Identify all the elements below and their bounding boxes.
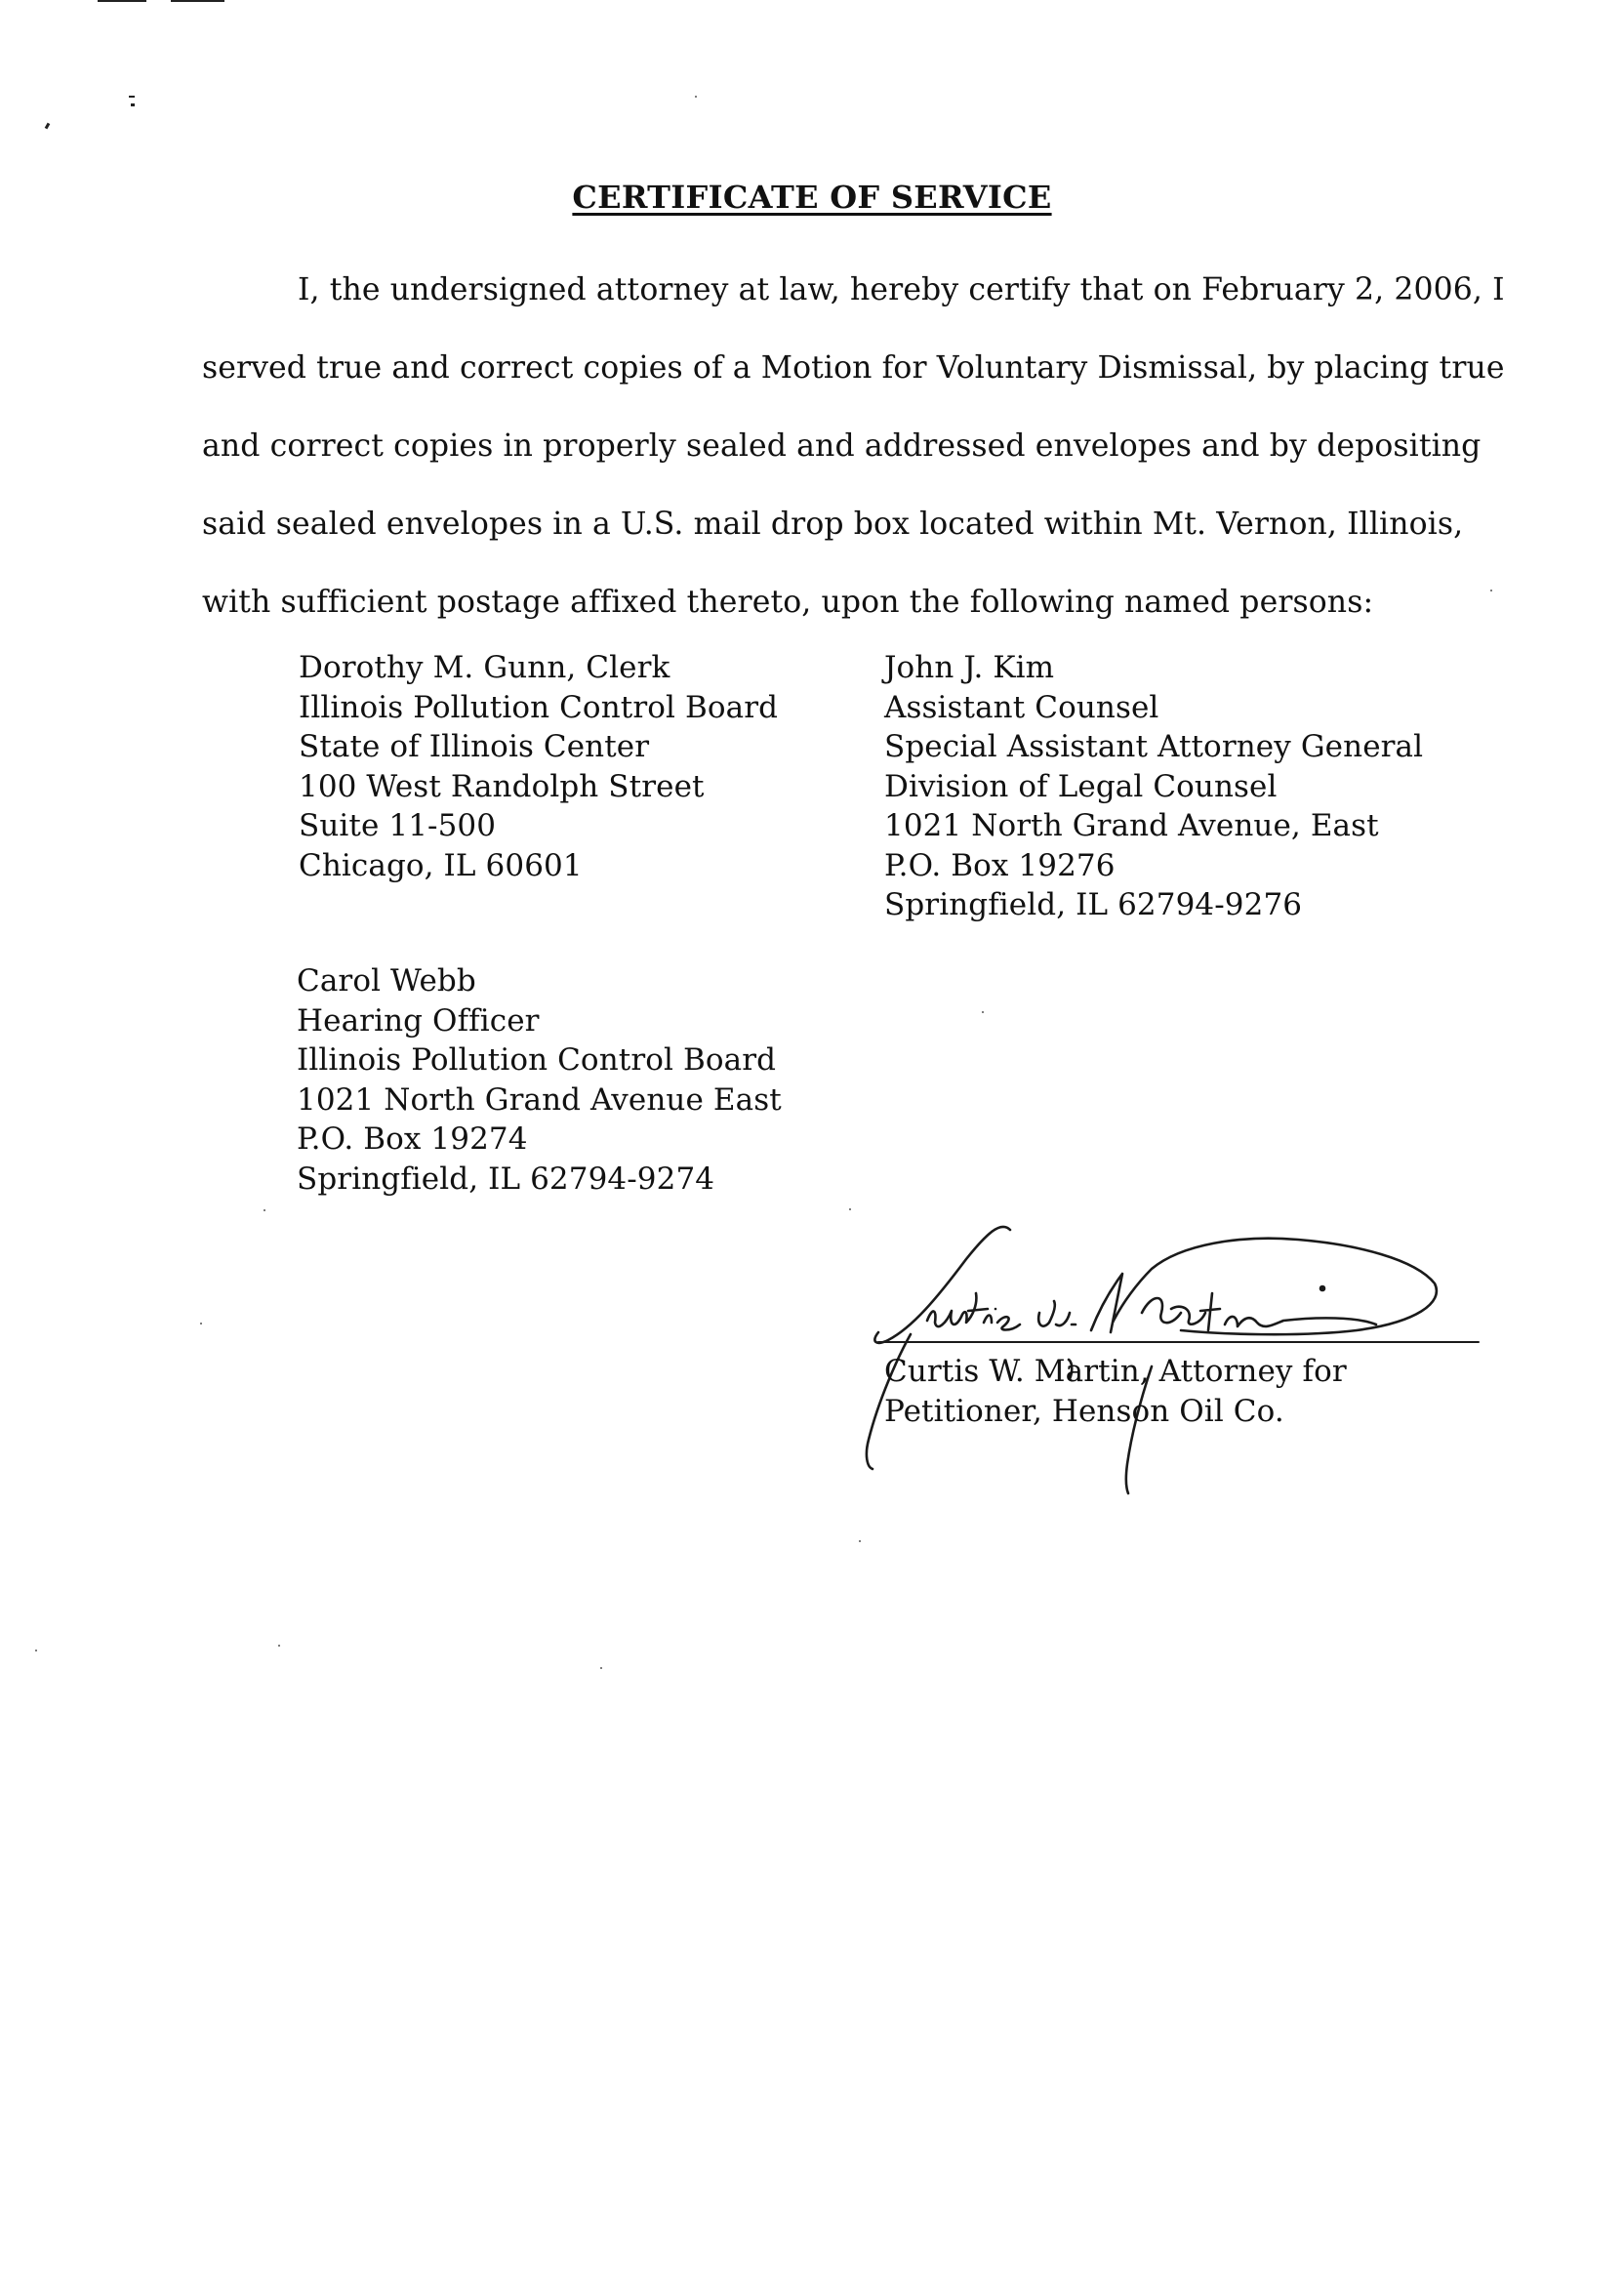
address-line: Suite 11-500	[299, 808, 497, 843]
signature-caption-line: Petitioner, Henson Oil Co.	[884, 1394, 1284, 1429]
certification-paragraph	[202, 251, 1505, 641]
speck	[264, 1209, 265, 1211]
speck	[1490, 590, 1492, 591]
address-line: State of Illinois Center	[299, 729, 650, 764]
paragraph-line: with sufficient postage affixed thereto, upon the following named persons:	[202, 585, 1374, 620]
address-line: Hearing Officer	[297, 1002, 540, 1039]
address-line: Illinois Pollution Control Board	[299, 689, 779, 725]
scan-mark	[45, 123, 51, 130]
address-line: Division of Legal Counsel	[884, 768, 1278, 804]
address-line: 1021 North Grand Avenue East	[297, 1081, 782, 1118]
address-line: Special Assistant Attorney General	[884, 729, 1424, 764]
recipient-address-webb	[297, 961, 782, 1199]
speck	[35, 1650, 37, 1651]
signature-block	[830, 1215, 1493, 1508]
speck	[849, 1208, 851, 1210]
speck	[859, 1540, 861, 1542]
scan-mark	[171, 0, 224, 2]
paragraph-line: served true and correct copies of a Motion for Voluntary Dismissal, by placing true	[202, 350, 1505, 386]
address-line: Chicago, IL 60601	[299, 847, 583, 883]
paragraph-line: said sealed envelopes in a U.S. mail drop box located within Mt. Vernon, Illinois,	[202, 507, 1464, 542]
speck	[982, 1011, 984, 1013]
address-line: Illinois Pollution Control Board	[297, 1042, 777, 1078]
address-line: P.O. Box 19276	[884, 847, 1116, 883]
address-line: John J. Kim	[884, 650, 1055, 685]
speck	[200, 1323, 202, 1324]
document-title: CERTIFICATE OF SERVICE	[572, 179, 1052, 216]
recipient-address-kim	[884, 648, 1423, 925]
address-line: Dorothy M. Gunn, Clerk	[299, 650, 670, 685]
speck	[278, 1645, 280, 1647]
recipient-address-gunn	[299, 648, 778, 885]
signature-caption-line: Curtis W. Martin, Attorney for	[884, 1354, 1347, 1389]
speck	[695, 96, 697, 98]
speck	[600, 1667, 602, 1669]
address-line: Springfield, IL 62794-9274	[297, 1161, 715, 1197]
address-line: 100 West Randolph Street	[299, 768, 705, 804]
address-line: 1021 North Grand Avenue, East	[884, 808, 1379, 843]
scan-mark	[98, 0, 146, 2]
signature-caption	[884, 1352, 1347, 1432]
address-line: Carol Webb	[297, 963, 476, 998]
address-line: Assistant Counsel	[884, 689, 1159, 725]
paragraph-line: I, the undersigned attorney at law, hereby certify that on February 2, 2006, I	[298, 272, 1505, 307]
paragraph-line: and correct copies in properly sealed and addressed envelopes and by depositing	[202, 428, 1482, 464]
scan-mark	[131, 103, 135, 106]
address-line: P.O. Box 19274	[297, 1121, 528, 1157]
address-line: Springfield, IL 62794-9276	[884, 887, 1303, 922]
scan-mark	[129, 96, 135, 98]
